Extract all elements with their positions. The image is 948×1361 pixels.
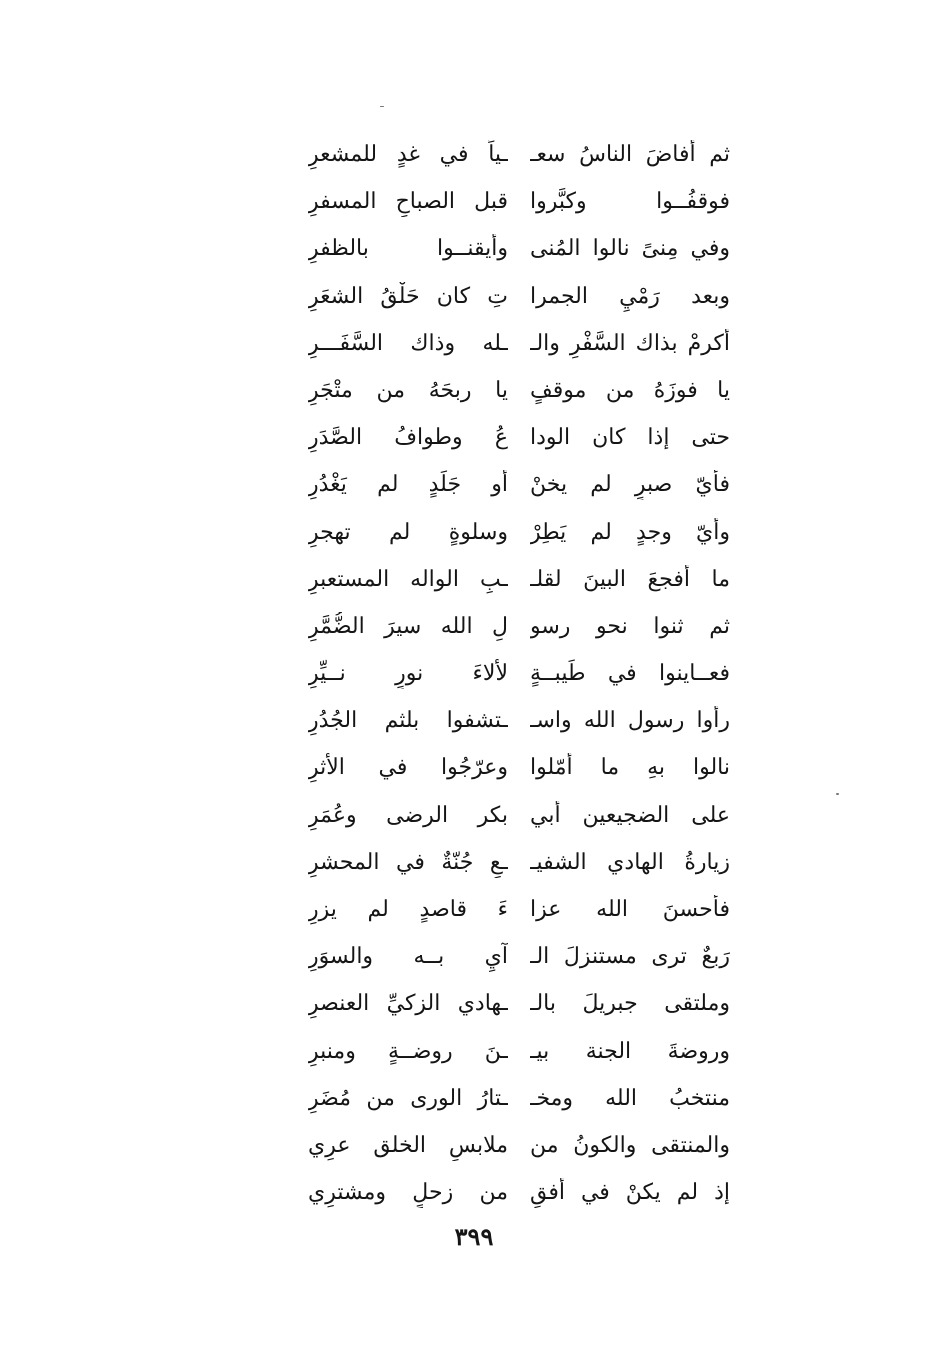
verse-line	[300, 1170, 740, 1217]
verse-line	[300, 132, 740, 179]
verse-first-hemistich: ما أفجعَ البينَ لقلـ	[530, 566, 730, 592]
verse-second-hemistich: ـنَ روضــةٍ ومنبرِ	[308, 1038, 508, 1064]
verse-first-hemistich: وملتقى جبريلَ بالـ	[530, 991, 730, 1017]
scan-speck	[380, 106, 384, 107]
verse-second-hemistich: وسلوةٍ لم تهجرِ	[308, 519, 508, 545]
verse-first-hemistich: فأيّ صبرٍ لم يخنْ	[530, 472, 730, 498]
verse-second-hemistich: ـعِ جُنّةٌ في المحشرِ	[308, 849, 508, 875]
verse-first-hemistich: زيارةُ الهادي الشفيـ	[530, 849, 730, 875]
verse-line	[300, 226, 740, 273]
verse-second-hemistich: بكر الرضى وعُمَرِ	[308, 802, 508, 828]
verse-first-hemistich: وأيّ وجدٍ لم يَطِرْ	[530, 519, 730, 545]
verse-line	[300, 934, 740, 981]
verse-line	[300, 368, 740, 415]
verse-second-hemistich: ـياً في غدٍ للمشعرِ	[308, 142, 508, 167]
verse-second-hemistich: آيِ بــه والسوَرِ	[308, 944, 508, 970]
verse-second-hemistich: قبل الصباحِ المسفرِ	[308, 189, 508, 215]
verse-second-hemistich: وأيقنــوا بالظفرِ	[308, 236, 508, 262]
verse-first-hemistich: ثم ثنوا نحو رسو	[530, 613, 730, 639]
verse-second-hemistich: ـبِ الواله المستعبرِ	[308, 566, 508, 592]
verse-second-hemistich: ءَ قاصدٍ لم يزرِ	[308, 897, 508, 922]
verse-second-hemistich: ـله وذاك السَّفَـــرِ	[308, 330, 508, 356]
verse-first-hemistich: ثم أفاضَ الناسُ سعـ	[530, 142, 730, 167]
verse-first-hemistich: فأحسنَ الله عزا	[530, 897, 730, 922]
verse-second-hemistich: عُ وطوافُ الصَّدَرِ	[308, 425, 508, 451]
verse-second-hemistich: أو جَلَدٍ لم يَغْدُرِ	[308, 472, 508, 498]
verse-line	[300, 793, 740, 840]
verse-line	[300, 462, 740, 509]
verse-second-hemistich: تِ كان حَلْقُ الشعَرِ	[308, 283, 508, 309]
verse-line	[300, 651, 740, 698]
verse-second-hemistich: لألاءَ نورٍ نــيِّرِ	[308, 661, 508, 687]
page-number: ٣٩٩	[454, 1222, 494, 1251]
verse-line	[300, 981, 740, 1028]
verse-first-hemistich: وفي مِنىً نالوا المُنى	[530, 236, 730, 262]
scan-speck	[836, 793, 839, 795]
verse-first-hemistich: نالوا بهِ ما أمّلوا	[530, 755, 730, 781]
verse-line	[300, 745, 740, 792]
verse-first-hemistich: رَبعٌ ترى مستنزلَ الـ	[530, 944, 730, 970]
verse-first-hemistich: حتى إذا كان الودا	[530, 425, 730, 451]
verse-line	[300, 1123, 740, 1170]
verse-first-hemistich: وروضةَ الجنة بيـ	[530, 1038, 730, 1064]
verse-first-hemistich: على الضجيعين أبي	[530, 802, 730, 828]
verse-line	[300, 840, 740, 887]
verse-line	[300, 1076, 740, 1123]
verse-second-hemistich: وعرّجُوا في الأثرِ	[308, 755, 508, 781]
verse-line	[300, 274, 740, 321]
verse-first-hemistich: رأوا رسول الله واسـ	[530, 708, 730, 734]
verse-line	[300, 179, 740, 226]
verse-second-hemistich: لِ الله سيرَ الضُّمَّرِ	[308, 613, 508, 639]
verse-first-hemistich: فعــاينوا في طَيبــةٍ	[530, 661, 730, 687]
verse-second-hemistich: من زحلٍ ومشترِي	[308, 1180, 508, 1206]
verse-second-hemistich: ـتشفوا بلثم الجُدُرِ	[308, 708, 508, 734]
verse-first-hemistich: إذ لم يكنْ في أفقٍ	[530, 1180, 730, 1206]
verse-line	[300, 1029, 740, 1076]
verse-first-hemistich: منتخبُ الله ومخـ	[530, 1085, 730, 1111]
verse-first-hemistich: وبعد رَمْيِ الجمرا	[530, 283, 730, 309]
verse-line	[300, 604, 740, 651]
verse-first-hemistich: فوقفُــوا وكبَّروا	[530, 189, 730, 215]
verse-first-hemistich: أكرمْ بذاك السَّفْرِ والـ	[530, 330, 730, 356]
verse-second-hemistich: ـتارُ الورى من مُضَرِ	[308, 1085, 508, 1111]
verse-line	[300, 415, 740, 462]
verse-first-hemistich: والمنتقى والكونُ من	[530, 1132, 730, 1158]
verse-first-hemistich: يا فوزَهُ من موقفٍ	[530, 377, 730, 403]
verse-line	[300, 557, 740, 604]
verse-second-hemistich: ملابسِ الخلق عرِي	[308, 1132, 508, 1158]
verse-line	[300, 510, 740, 557]
verse-second-hemistich: ـهادي الزكيِّ العنصرِ	[308, 991, 508, 1017]
verse-line	[300, 887, 740, 934]
verse-second-hemistich: يا ربحَهُ من متْجَرِ	[308, 377, 508, 403]
poem	[300, 132, 740, 1217]
verse-line	[300, 698, 740, 745]
verse-line	[300, 321, 740, 368]
